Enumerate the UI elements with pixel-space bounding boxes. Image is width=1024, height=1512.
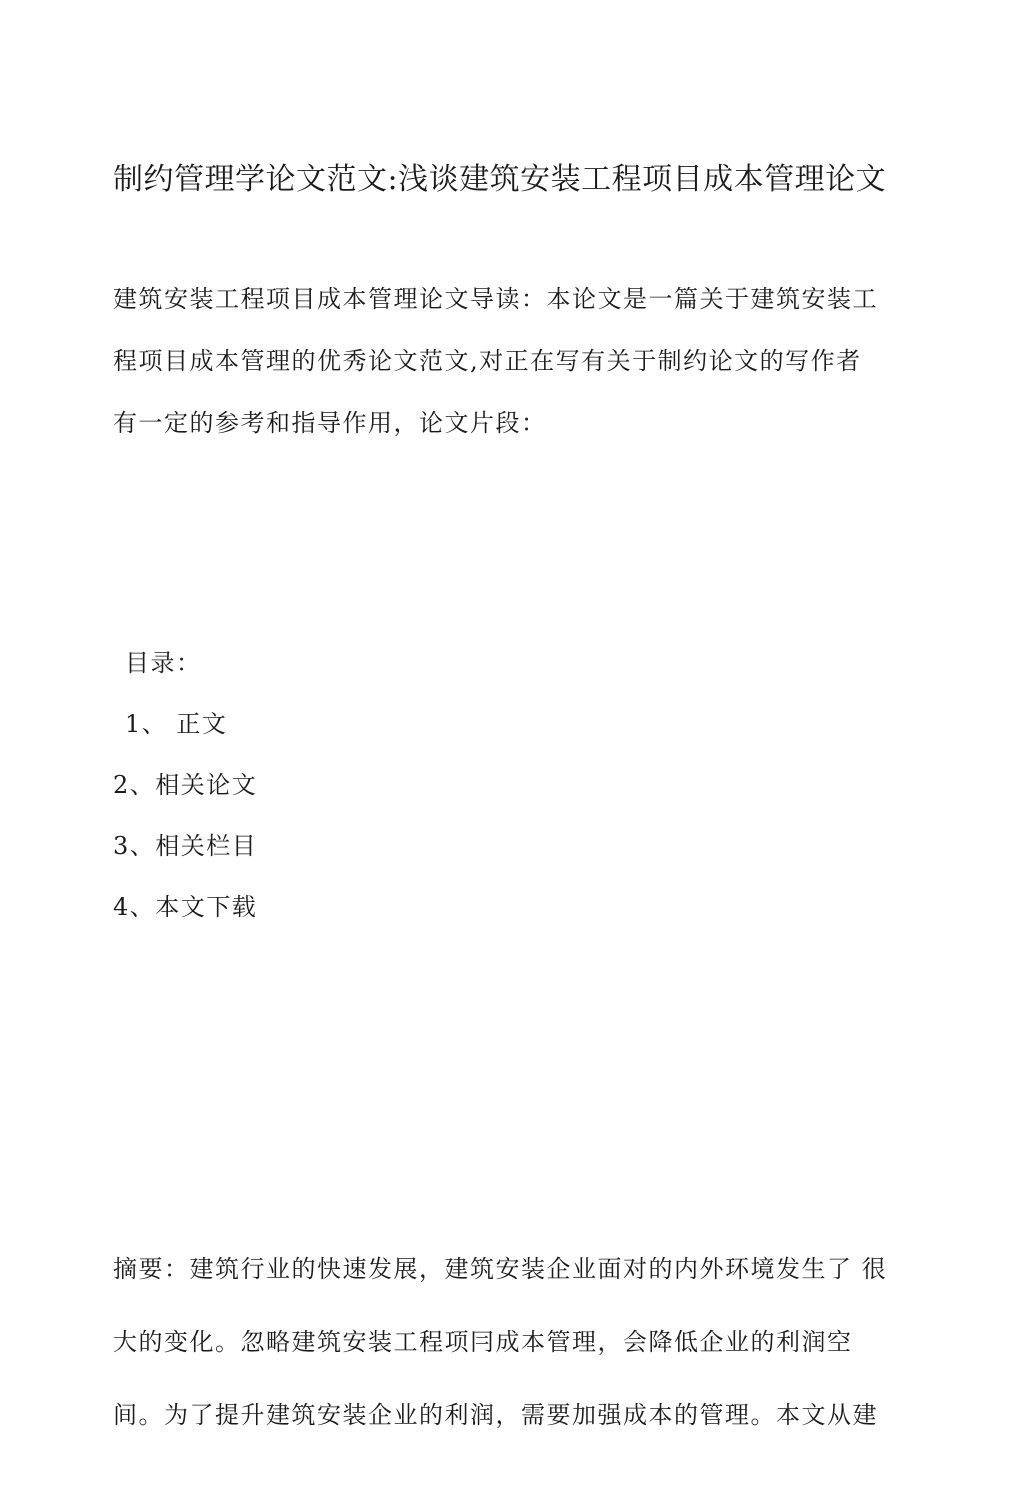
abstract-paragraph [113, 1233, 913, 1452]
toc-item-main-text[interactable]: 1、 正文 [125, 710, 228, 738]
toc-item-related-papers[interactable]: 2、相关论文 [113, 771, 258, 799]
intro-line: 建筑安装工程项目成本管理论文导读：本论文是一篇关于建筑安装工 [113, 285, 878, 313]
document-title: 制约管理学论文范文:浅谈建筑安装工程项目成本管理论文 [113, 162, 887, 197]
abstract-line: 间。为了提升建筑安装企业的利润，需要加强成本的管理。本文从建 [113, 1401, 878, 1429]
intro-paragraph [113, 268, 913, 454]
toc-item-related-columns[interactable]: 3、相关栏目 [113, 832, 258, 860]
intro-line: 有一定的参考和指导作用，论文片段： [113, 409, 547, 437]
toc-item-download[interactable]: 4、本文下载 [113, 893, 258, 921]
abstract-line: 大的变化。忽略建筑安装工程项冃成本管理，会降低企业的利润空 [113, 1328, 853, 1356]
table-of-contents [113, 632, 913, 937]
toc-heading: 目录： [125, 649, 202, 677]
intro-line: 程项目成本管理的优秀论文范文,对正在写有关于制约论文的写作者 [113, 347, 862, 375]
abstract-line: 摘要：建筑行业的快速发展，建筑安装企业面对的内外环境发生了 很 [113, 1255, 888, 1283]
